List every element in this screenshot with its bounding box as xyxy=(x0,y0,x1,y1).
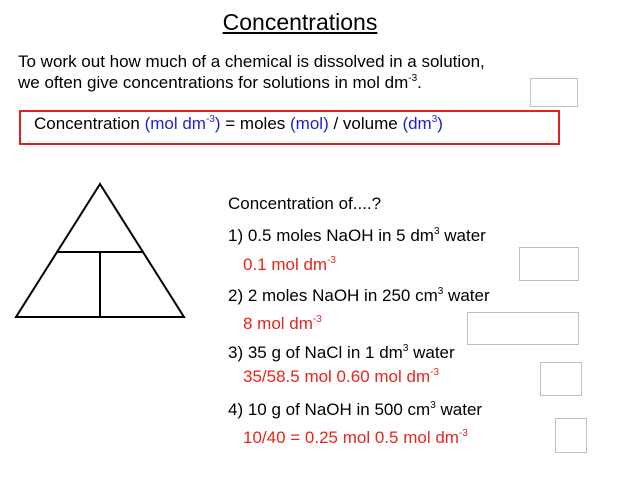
answer-box-4[interactable] xyxy=(555,418,587,453)
answer-box-2[interactable] xyxy=(467,312,579,345)
question-4: 4) 10 g of NaOH in 500 $cm^3$ water xyxy=(228,400,483,419)
questions-heading: Concentration of....? xyxy=(228,194,382,213)
question-2: 2) 2 moles NaOH in 250 $cm^3$ water xyxy=(228,286,490,305)
answer-box-intro[interactable] xyxy=(530,78,578,107)
answer-3: 35/58.5 mol 0.60 mol $dm^{-3}$ xyxy=(243,367,440,386)
question-1: 1) 0.5 moles NaOH in 5 $dm^3$ water xyxy=(228,226,486,245)
answer-1: 0.1 mol $dm^{-3}$ xyxy=(243,255,336,274)
intro-line-2: we often give concentrations for solutions in mol $dm^{-3}$. xyxy=(18,73,422,92)
answer-2: 8 mol $dm^{-3}$ xyxy=(243,314,322,333)
answer-box-1[interactable] xyxy=(519,247,579,281)
formula-triangle-diagram xyxy=(14,182,186,320)
intro-line-1: To work out how much of a chemical is dissolved in a solution, xyxy=(18,52,485,71)
page-title: Concentrations xyxy=(222,9,378,35)
answer-box-3[interactable] xyxy=(540,362,582,396)
concentration-formula: Concentration (mol $dm^{-3}$) = moles (mol) / volume $(dm^3)$ xyxy=(34,114,443,133)
question-3: 3) 35 g of NaCl in 1 $dm^3$ water xyxy=(228,343,455,362)
answer-4: 10/40 = 0.25 mol 0.5 mol $dm^{-3}$ xyxy=(243,428,468,447)
